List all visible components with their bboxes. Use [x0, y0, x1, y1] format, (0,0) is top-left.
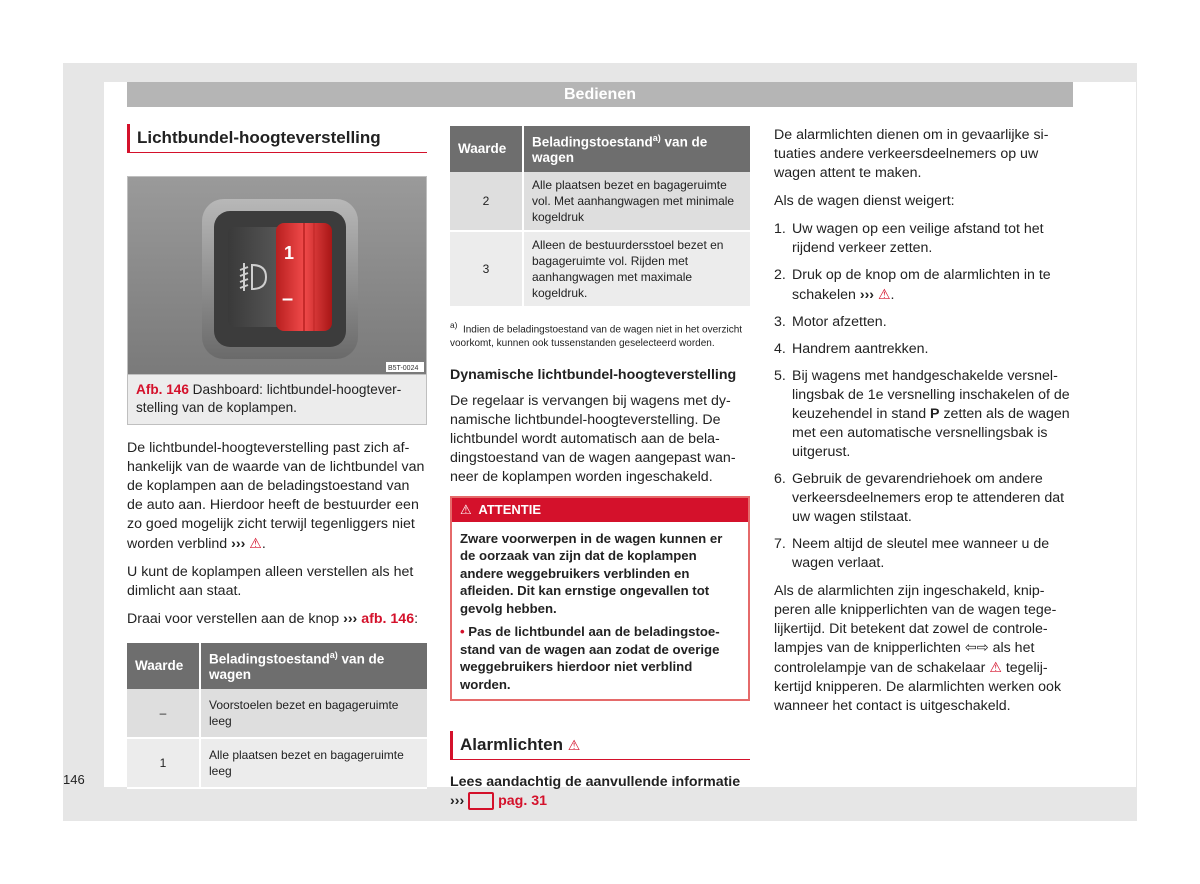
table-cell-desc: Voorstoelen bezet en bagageruimte leeg	[200, 689, 427, 738]
attention-header: ⚠ ATTENTIE	[452, 498, 748, 522]
page-reference[interactable]	[450, 792, 750, 810]
attention-bullet: • Pas de lichtbundel aan de beladingstoestand van de wagen aan zodat de overige weggebruikers hierdoor niet verblind worden.	[460, 624, 720, 692]
knob-position-bottom: –	[282, 288, 294, 310]
section-header: Bedienen	[127, 82, 1073, 107]
table-cell-value: 2	[450, 172, 523, 231]
table-footnote: $^{a)}$ Indien de beladingstoestand van de wagen niet in het overzicht voorkomt, kunnen ook tussenstanden geselecteerd worden.	[450, 319, 743, 349]
paragraph: De alarmlichten dienen om in gevaarlijke situaties andere verkeersdeelnemers op uw wagen attent te maken.	[774, 127, 1049, 181]
column-right	[774, 126, 1074, 725]
book-icon	[468, 792, 494, 810]
page-number: 146	[63, 772, 85, 787]
list-item: 5. Bij wagens met handgeschakelde versnellingsbak de 1e versnelling inschakelen of de keuzehendel in stand P zetten als de wagen met een automatische versnellingsbak is uitgerust.	[774, 368, 1070, 460]
page-reference-link[interactable]: pag. 31	[498, 793, 547, 810]
table-cell-desc: Alle plaatsen bezet en bagageruimte vol. Met aanhangwagen met minimale kogeldruk	[523, 172, 750, 231]
section-title-hazard: Alarmlichten ⚠	[450, 731, 750, 760]
continue-arrows: ›››	[859, 287, 875, 303]
table-header-load-state: Beladingstoestand$^{a)}$ van de wagen	[200, 643, 427, 689]
steps-list	[774, 220, 1074, 573]
table-header-value: Waarde	[450, 126, 523, 172]
paragraph: Draai voor verstellen aan de knop ››› afb. 146:	[127, 611, 419, 627]
warning-triangle-icon: ⚠	[460, 501, 472, 517]
subheading: Dynamische lichtbundel-hoogteverstelling	[450, 366, 737, 383]
hazard-warning-icon: ⚠	[989, 659, 1002, 675]
section-title: Lichtbundel-hoogteverstelling	[127, 124, 427, 153]
warning-triangle-icon[interactable]: ⚠	[877, 286, 891, 302]
figure-code: B5T-0024	[388, 365, 419, 372]
list-item: 4. Handrem aantrekken.	[774, 341, 929, 357]
paragraph: De regelaar is vervangen bij wagens met dynamische lichtbundel-hoogteverstelling. De lichtbundel wordt automatisch aan de beladingstoestand van de wagen aangepast wanneer de koplampen worden ingeschakeld.	[450, 392, 736, 485]
paragraph: Als de alarmlichten zijn ingeschakeld, knipperen alle knipperlichten van de wagen tegelijkertijd. Dit betekent dat zowel de controlelampjes van de knipperlichten ⇦⇨ als het controlelampje van de schakelaar ⚠ tegelijkertijd knipperen. De alarmlichten werken ook wanneer het contact is uitgeschakeld.	[774, 583, 1062, 714]
knob-position-top: 1	[284, 243, 295, 263]
table-header-load-state: Beladingstoestand$^{a)}$ van de wagen	[523, 126, 750, 172]
continue-arrows: ›››	[450, 793, 465, 810]
paragraph: De lichtbundel-hoogteverstelling past zich afhankelijk van de waarde van de lichtbundel van de koplampen aan de beladingstoestand van de auto aan. Hierdoor heeft de bestuurder een zo goed mogelijk zicht terwijl tegenliggers niet worden verblind ››› ⚠.	[127, 440, 425, 552]
table-row	[127, 689, 427, 738]
figure-caption-label: Afb. 146	[136, 382, 189, 397]
table-cell-desc: Alle plaatsen bezet en bagageruimte leeg	[200, 738, 427, 788]
paragraph: U kunt de koplampen alleen verstellen als het dimlicht aan staat.	[127, 564, 414, 599]
column-left	[127, 118, 427, 789]
load-state-table-continued	[450, 126, 750, 308]
continue-arrows: ›››	[231, 536, 246, 552]
attention-box	[450, 496, 750, 702]
table-row	[450, 172, 750, 231]
attention-body	[452, 522, 748, 700]
table-cell-value: –	[127, 689, 200, 738]
figure-caption	[127, 375, 427, 425]
turn-signal-arrows-icon: ⇦⇨	[964, 640, 989, 656]
read-more-text: Lees aandachtig de aanvullende informatie	[450, 774, 741, 791]
continue-arrows: ›››	[343, 611, 358, 627]
figure-headlight-control	[127, 176, 427, 375]
paragraph: Als de wagen dienst weigert:	[774, 193, 955, 209]
table-cell-value: 3	[450, 231, 523, 307]
table-row	[127, 738, 427, 788]
table-cell-value: 1	[127, 738, 200, 788]
list-item: 2. Druk op de knop om de alarmlichten in te schakelen ››› ⚠.	[774, 267, 1051, 303]
headlight-knob-illustration	[128, 177, 426, 374]
table-row	[450, 231, 750, 307]
load-state-table	[127, 643, 427, 789]
figure-reference-link[interactable]: afb. 146	[361, 611, 415, 627]
warning-triangle-icon[interactable]: ⚠	[249, 535, 262, 551]
list-item: 7. Neem altijd de sleutel mee wanneer u de wagen verlaat.	[774, 536, 1050, 571]
list-item: 1. Uw wagen op een veilige afstand tot het rijdend verkeer zetten.	[774, 221, 1044, 256]
table-cell-desc: Alleen de bestuurdersstoel bezet en bagageruimte vol. Rijden met aanhangwagen met maximale kogeldruk.	[523, 231, 750, 307]
figure-caption-text: Dashboard: lichtbundel-hoogteverstelling van de koplampen.	[136, 382, 402, 415]
list-item: 3. Motor afzetten.	[774, 314, 887, 330]
hazard-warning-icon: ⚠	[567, 737, 581, 754]
attention-text: Zware voorwerpen in de wagen kunnen er de oorzaak van zijn dat de koplampen andere weggebruikers verblinden en afleiden. Dit kan ernstige ongevallen tot gevolg hebben.	[460, 530, 723, 616]
table-header-value: Waarde	[127, 643, 200, 689]
column-middle	[450, 126, 750, 819]
list-item: 6. Gebruik de gevarendriehoek om andere verkeersdeelnemers erop te attenderen dat uw wagen stilstaat.	[774, 471, 1065, 525]
